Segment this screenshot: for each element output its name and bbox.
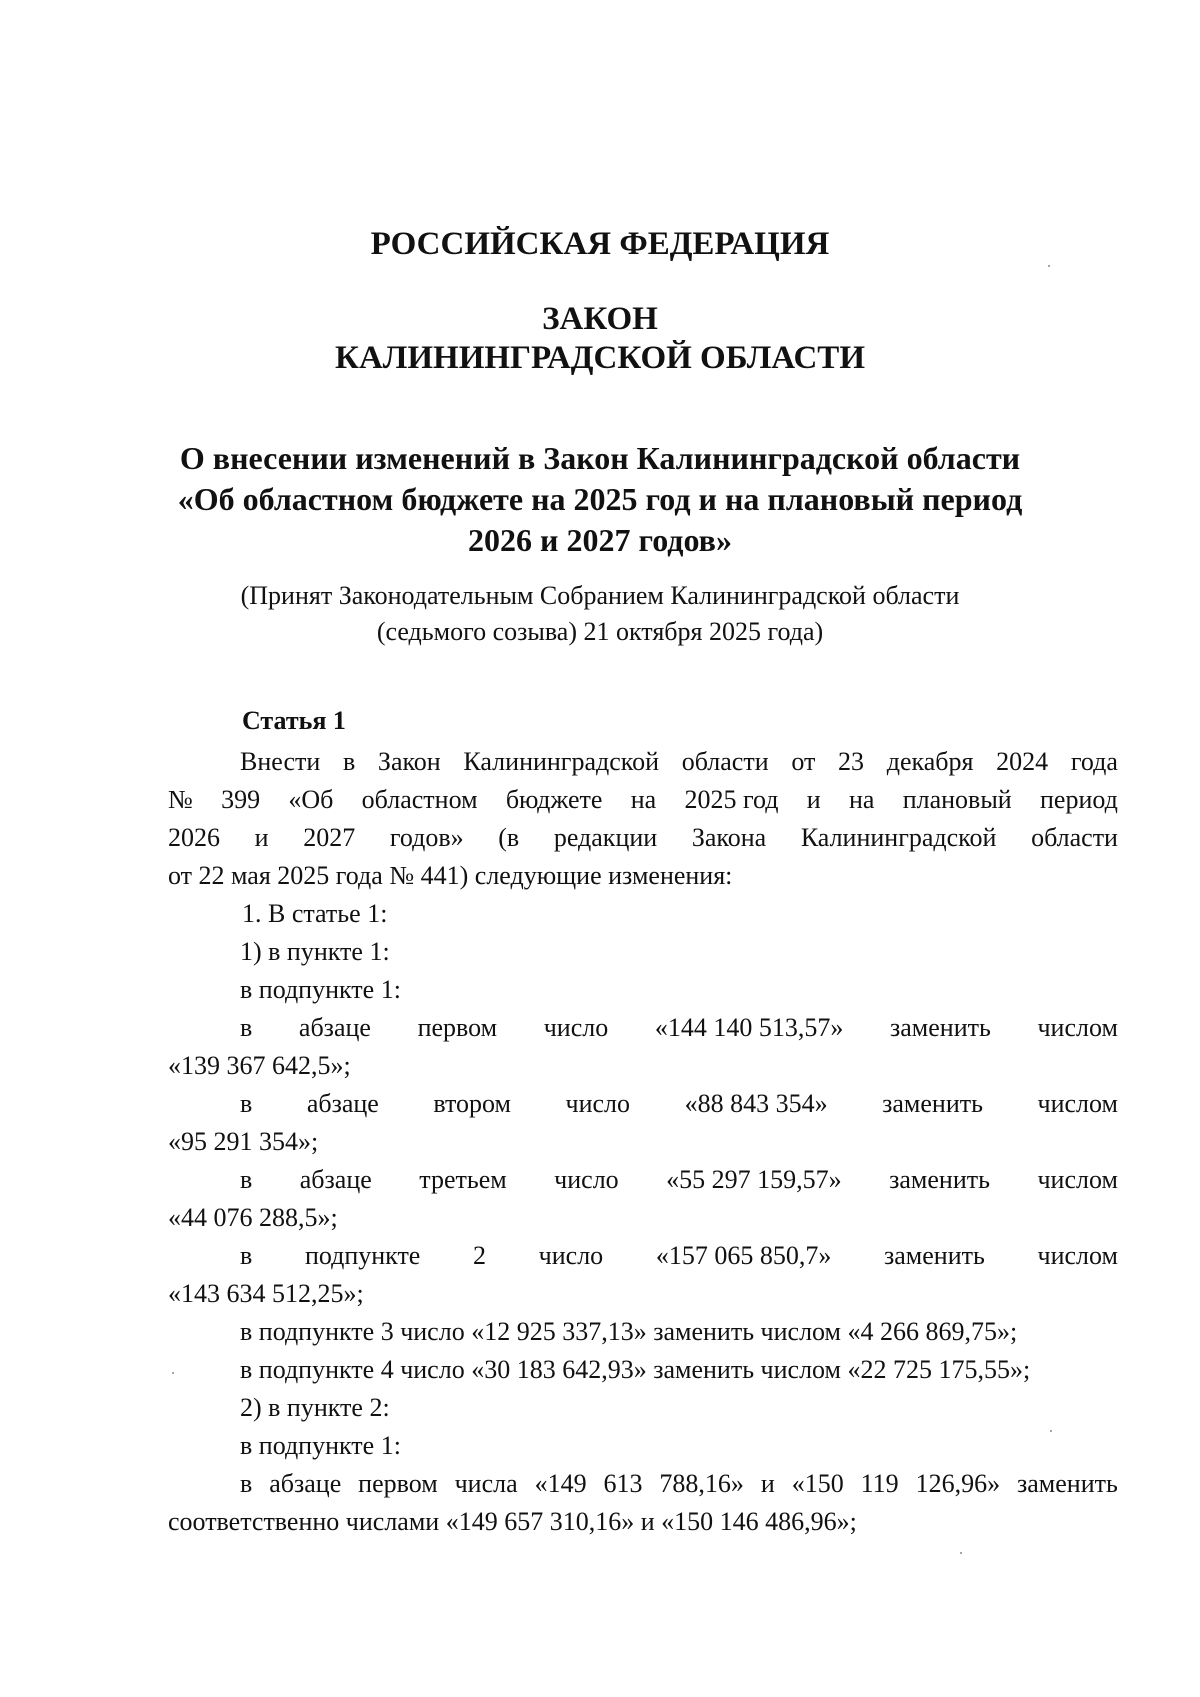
word: в [240, 1165, 253, 1194]
word: заменить [884, 1241, 985, 1270]
adoption-note [0, 578, 1200, 650]
word: от [791, 747, 816, 776]
item-1: 1. В статье 1: [242, 899, 388, 928]
word: 126,96» [915, 1469, 1001, 1498]
law-title-line: 2026 и 2027 годов» [468, 522, 732, 558]
word: число [543, 1013, 609, 1042]
word: Внести [240, 747, 321, 776]
word: числа [454, 1469, 518, 1498]
adoption-note-line: (Принят Законодательным Собранием Калининградской области [240, 581, 960, 610]
word: «149 [534, 1469, 587, 1498]
scan-speck [172, 1372, 174, 1374]
subpoint-2-cont: «143 634 512,25»; [168, 1279, 364, 1308]
word: в [342, 747, 356, 776]
word: заменить [882, 1089, 983, 1118]
word: период [1040, 785, 1118, 814]
word: 2025 год [684, 785, 779, 814]
word: «88 843 354» [684, 1089, 828, 1118]
word: № [168, 785, 193, 814]
para-first-b-cont: соответственно числами «149 657 310,16» и «150 146 486,96»; [168, 1507, 857, 1536]
word: области [681, 747, 769, 776]
law-title-line: О внесении изменений в Закон Калининградской области [179, 440, 1021, 476]
word: 788,16» [659, 1469, 744, 1498]
subpoint-1: в подпункте 1: [240, 975, 401, 1004]
word: Калининградской [463, 747, 660, 776]
region-heading: КАЛИНИНГРАДСКОЙ ОБЛАСТИ [335, 340, 865, 376]
point-1: 1) в пункте 1: [240, 937, 390, 966]
word: на [848, 785, 875, 814]
scan-speck [1050, 1430, 1052, 1432]
law-heading: ЗАКОН [542, 301, 658, 337]
word: области [1031, 823, 1118, 852]
word: абзаце [298, 1013, 371, 1042]
word: (в [498, 823, 520, 852]
article-heading: Статья 1 [242, 706, 346, 735]
word: 23 [838, 747, 865, 776]
para-first-b-line [240, 1469, 1118, 1499]
subpoint-1b: в подпункте 1: [240, 1431, 401, 1460]
word: «150 [791, 1469, 844, 1498]
scan-speck [960, 1552, 962, 1554]
para-second-cont: «95 291 354»; [168, 1127, 319, 1156]
word: 399 [221, 785, 261, 814]
word: заменить [889, 1165, 990, 1194]
word: декабря [886, 747, 974, 776]
word: Закон [377, 747, 441, 776]
word: бюджете [505, 785, 603, 814]
word: 2 [473, 1241, 487, 1270]
word: числом [1037, 1165, 1118, 1194]
word: «157 065 850,7» [655, 1241, 832, 1270]
intro-line-4: от 22 мая 2025 года № 441) следующие изменения: [168, 861, 733, 890]
word: Калининградской [800, 823, 997, 852]
word: Закона [691, 823, 767, 852]
subpoint-2-line [240, 1241, 1118, 1271]
word: число [565, 1089, 631, 1118]
word: 2024 [996, 747, 1049, 776]
word: первом [358, 1469, 438, 1498]
word: годов» [389, 823, 464, 852]
word: и [760, 1469, 775, 1498]
para-first-line [240, 1013, 1118, 1043]
word: 2027 [303, 823, 356, 852]
word: 119 [860, 1469, 899, 1498]
word: на [630, 785, 657, 814]
word: «55 297 159,57» [666, 1165, 842, 1194]
para-third-cont: «44 076 288,5»; [168, 1203, 338, 1232]
intro-line-1 [240, 747, 1118, 777]
word: 613 [603, 1469, 643, 1498]
subpoint-4: в подпункте 4 число «30 183 642,93» заменить числом «22 725 175,55»; [240, 1355, 1031, 1384]
word: и [254, 823, 269, 852]
intro-line-2 [168, 785, 1118, 815]
word: заменить [1017, 1469, 1118, 1498]
word: подпункте [304, 1241, 421, 1270]
word: число [554, 1165, 619, 1194]
word: абзаце [306, 1089, 379, 1118]
word: в [240, 1469, 253, 1498]
word: в [240, 1241, 253, 1270]
word: «144 140 513,57» [654, 1013, 844, 1042]
intro-line-3 [168, 823, 1118, 853]
adoption-note-line: (седьмого созыва) 21 октября 2025 года) [376, 617, 824, 646]
word: абзаце [269, 1469, 342, 1498]
word: областном [361, 785, 478, 814]
para-first-cont: «139 367 642,5»; [168, 1051, 351, 1080]
subpoint-3: в подпункте 3 число «12 925 337,13» заменить числом «4 266 869,75»; [240, 1317, 1018, 1346]
point-2: 2) в пункте 2: [240, 1393, 390, 1422]
word: плановый [902, 785, 1012, 814]
word: 2026 [168, 823, 220, 852]
law-title [0, 438, 1200, 561]
para-third-line [240, 1165, 1118, 1195]
word: абзаце [299, 1165, 372, 1194]
word: числом [1037, 1089, 1118, 1118]
word: заменить [889, 1013, 991, 1042]
word: «Об [288, 785, 334, 814]
word: числом [1037, 1013, 1118, 1042]
word: числом [1037, 1241, 1118, 1270]
word: года [1070, 747, 1118, 776]
para-second-line [240, 1089, 1118, 1119]
word: в [240, 1013, 253, 1042]
word: редакции [553, 823, 658, 852]
word: втором [433, 1089, 511, 1118]
word: третьем [419, 1165, 507, 1194]
word: в [240, 1089, 253, 1118]
word: первом [417, 1013, 498, 1042]
word: число [538, 1241, 604, 1270]
country-heading: РОССИЙСКАЯ ФЕДЕРАЦИЯ [370, 226, 830, 262]
scan-speck [1048, 265, 1050, 267]
word: и [806, 785, 821, 814]
law-title-line: «Об областном бюджете на 2025 год и на плановый период [177, 481, 1023, 517]
